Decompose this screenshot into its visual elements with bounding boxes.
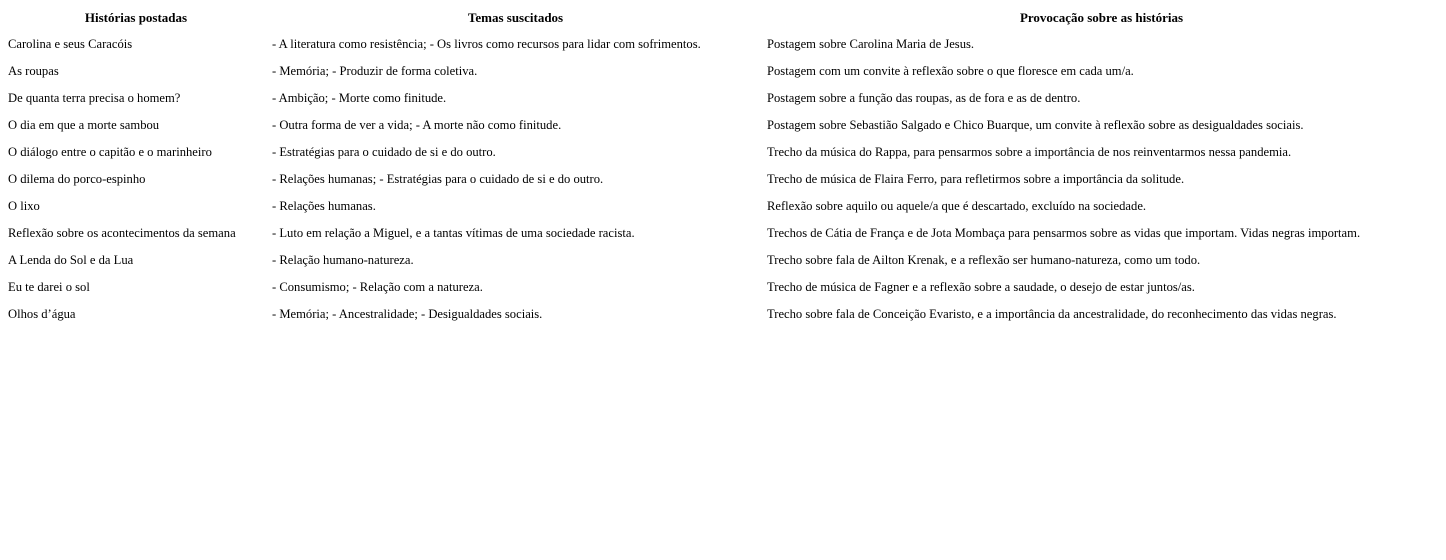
provocation-cell: Reflexão sobre aquilo ou aquele/a que é descartado, excluído na sociedade. (767, 199, 1147, 213)
table-row (4, 220, 1440, 247)
table-row (4, 166, 1440, 193)
themes-cell: - Outra forma de ver a vida; - A morte não como finitude. (272, 118, 562, 132)
story-title-cell: As roupas (8, 64, 59, 78)
story-title-cell: Reflexão sobre os acontecimentos da semana (8, 226, 236, 240)
provocation-cell: Trecho da música do Rappa, para pensarmos sobre a importância de nos reinventarmos nessa pandemia. (767, 145, 1292, 159)
story-title-cell: Olhos d’água (8, 307, 76, 321)
story-title-cell: O diálogo entre o capitão e o marinheiro (8, 145, 212, 159)
provocation-cell: Trecho de música de Fagner e a reflexão sobre a saudade, o desejo de estar juntos/as. (767, 280, 1195, 294)
themes-cell: - Consumismo; - Relação com a natureza. (272, 280, 483, 294)
themes-cell: - Relações humanas; - Estratégias para o cuidado de si e do outro. (272, 172, 604, 186)
table-row (4, 193, 1440, 220)
table-row (4, 301, 1440, 328)
provocation-cell: Trecho de música de Flaira Ferro, para refletirmos sobre a importância da solitude. (767, 172, 1185, 186)
column-header-themes: Temas suscitados (467, 9, 564, 25)
themes-cell: - Ambição; - Morte como finitude. (272, 91, 447, 105)
table-row (4, 31, 1440, 58)
header-row (4, 4, 1440, 31)
table-row (4, 274, 1440, 301)
table-row (4, 58, 1440, 85)
themes-cell: - A literatura como resistência; - Os livros como recursos para lidar com sofrimentos. (272, 37, 701, 51)
themes-cell: - Memória; - Ancestralidade; - Desigualdades sociais. (272, 307, 543, 321)
story-title-cell: A Lenda do Sol e da Lua (8, 253, 134, 267)
themes-cell: - Luto em relação a Miguel, e a tantas vítimas de uma sociedade racista. (272, 226, 635, 240)
provocation-cell: Trecho sobre fala de Conceição Evaristo, e a importância da ancestralidade, do reconhecimento das vidas negras. (767, 307, 1337, 321)
story-title-cell: O dia em que a morte sambou (8, 118, 160, 132)
stories-table (4, 4, 1440, 328)
provocation-cell: Trecho sobre fala de Ailton Krenak, e a reflexão ser humano-natureza, como um todo. (767, 253, 1201, 267)
story-title-cell: Carolina e seus Caracóis (8, 37, 133, 51)
column-header-provocations: Provocação sobre as histórias (1019, 9, 1184, 25)
table-row (4, 85, 1440, 112)
table-row (4, 112, 1440, 139)
table-row (4, 247, 1440, 274)
story-title-cell: Eu te darei o sol (8, 280, 90, 294)
story-title-cell: O dilema do porco-espinho (8, 172, 146, 186)
provocation-cell: Trechos de Cátia de França e de Jota Mombaça para pensarmos sobre as vidas que importam. Vidas negras importam. (767, 226, 1361, 240)
themes-cell: - Relações humanas. (272, 199, 376, 213)
story-title-cell: O lixo (8, 199, 40, 213)
story-title-cell: De quanta terra precisa o homem? (8, 91, 181, 105)
provocation-cell: Postagem sobre a função das roupas, as de fora e as de dentro. (767, 91, 1081, 105)
column-header-stories: Histórias postadas (84, 9, 188, 25)
provocation-cell: Postagem com um convite à reflexão sobre o que floresce em cada um/a. (767, 64, 1134, 78)
provocation-cell: Postagem sobre Carolina Maria de Jesus. (767, 37, 975, 51)
themes-cell: - Estratégias para o cuidado de si e do outro. (272, 145, 496, 159)
provocation-cell: Postagem sobre Sebastião Salgado e Chico Buarque, um convite à reflexão sobre as desigualdades sociais. (767, 118, 1304, 132)
themes-cell: - Memória; - Produzir de forma coletiva. (272, 64, 478, 78)
table-row (4, 139, 1440, 166)
themes-cell: - Relação humano-natureza. (272, 253, 414, 267)
